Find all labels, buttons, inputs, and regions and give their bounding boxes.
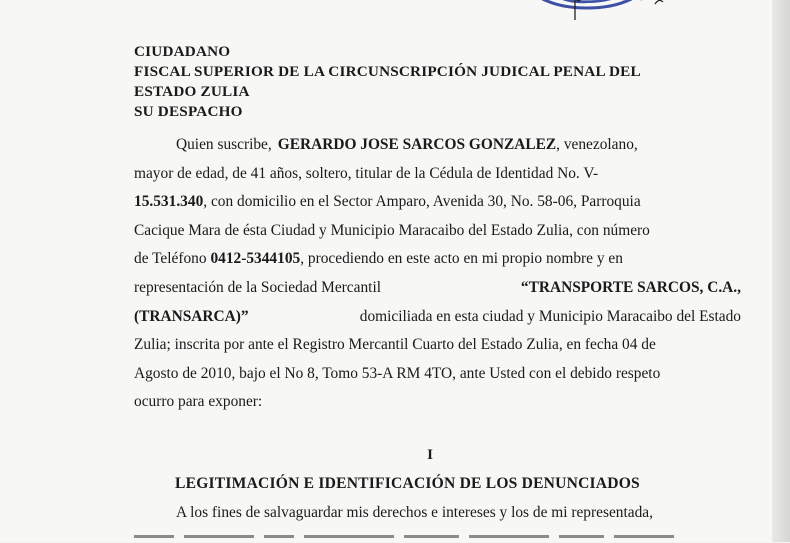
paragraph-line: ocurro para exponer: [134, 393, 263, 411]
page-edge [772, 0, 790, 542]
complainant-name: GERARDO JOSE SARCOS GONZALEZ [277, 136, 557, 153]
addressee-header [134, 42, 744, 122]
section-title: LEGITIMACIÓN E IDENTIFICACIÓN DE LOS DENUNCIADOS [175, 475, 640, 492]
paragraph-line: mayor de edad, de 41 años, soltero, titular de la Cédula de Identidad No. V- [134, 164, 599, 182]
company-acronym: (TRANSARCA)” [134, 307, 249, 325]
second-paragraph-line: A los fines de salvaguardar mis derechos e intereses y los de mi representada, [176, 504, 653, 521]
id-number: 15.531.340 [134, 193, 204, 211]
company-name: “TRANSPORTE SARCOS, C.A., [520, 278, 741, 296]
paragraph-line: Agosto de 2010, bajo el No 8, Tomo 53-A RM 4TO, ante Usted con el debido respeto [134, 364, 661, 382]
opening-paragraph [134, 131, 741, 417]
paragraph-line: Zulia; inscrita por ante el Registro Mercantil Cuarto del Estado Zulia, en fecha 04 de [134, 336, 656, 354]
header-line-4: SU DESPACHO [134, 103, 243, 120]
section-numeral: I [427, 447, 433, 463]
paragraph-line: representación de la Sociedad Mercantil “TRANSPORTE SARCOS, C.A., [134, 274, 741, 303]
paragraph-line: (TRANSARCA)” domiciliada en esta ciudad y Municipio Maracaibo del Estado [134, 303, 741, 332]
paragraph-line: de Teléfono 0412-5344105, procediendo en este acto en mi propio nombre y en [134, 250, 623, 268]
phone-number: 0412-5344105 [210, 250, 301, 268]
header-line-1: CIUDADANO [134, 43, 231, 60]
paragraph-line: 15.531.340, con domicilio en el Sector Amparo, Avenida 30, No. 58-06, Parroquia [134, 193, 641, 211]
paragraph-line: Cacique Mara de ésta Ciudad y Municipio Maracaibo del Estado Zulia, con número [134, 221, 650, 239]
paragraph-line: Quien suscribe, GERARDO JOSE SARCOS GONZALEZ, venezolano, [176, 136, 638, 153]
header-line-3: ESTADO ZULIA [134, 83, 250, 100]
header-line-2: FISCAL SUPERIOR DE LA CIRCUNSCRIPCIÓN JUDICAL PENAL DEL [134, 63, 641, 80]
stamp-seal-image [505, 0, 675, 32]
